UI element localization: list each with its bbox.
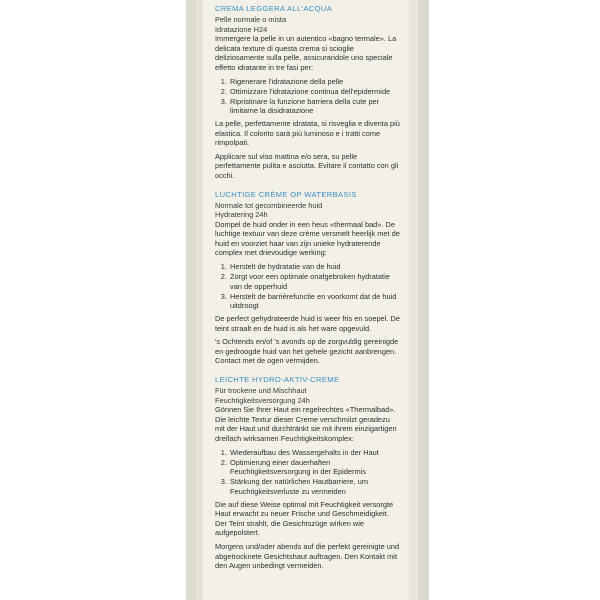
section-benefit-list <box>215 77 401 116</box>
section-benefit-list <box>215 448 401 497</box>
section-skin-type: Für trockene und Mischhaut <box>215 386 307 395</box>
section-skin-type: Normale tot gecombineerde huid <box>215 200 323 210</box>
section-after-list: Die auf diese Weise optimal mit Feuchtigkeit versorgte Haut erwacht zu neuer Frische und Geschmeidigkeit. Der Teint strahlt, die Gesichtszüge wirken wie aufgepolstert. <box>215 499 394 538</box>
section-skin-type: Pelle normale o mista <box>215 15 287 24</box>
list-item: 2. Ottimizzare l'idratazione continua dell'epidermide <box>229 87 401 97</box>
list-item: 2. Optimierung einer dauerhaften Feuchtigkeitsversorgung in der Epidermis <box>229 458 401 477</box>
section-heading: LEICHTE HYDRO-AKTIV-CREME <box>215 375 340 384</box>
list-item: 1. Wiederaufbau des Wassergehalts in der Haut <box>229 448 401 458</box>
section-intro: Dompel de huid onder in een heus «thermaal bad». De luchtige textuur van deze crème versmelt heerlijk met de huid en voorziet haar van zijn unieke hydraterende complex met drievoudige werking: <box>215 219 400 258</box>
section-usage: Applicare sul viso mattina e/o sera, su pelle perfettamente pulita e asciutta. Evitare il contatto con gli occhi. <box>215 151 399 180</box>
section-hydration-claim: Feuchtigkeitsversorgung 24h <box>215 395 310 405</box>
carton-edge-right <box>409 0 418 600</box>
list-item: 3. Ripristinare la funzione barriera della cute per limitarne la disidratazione <box>229 97 401 116</box>
section-usage: 's Ochtends en/of 's avonds op de zorgvuldig gereinigde en gedroogde huid van het gehele gezicht aanbrengen. Contact met de ogen vermijden. <box>215 337 399 366</box>
section-hydration-claim: Hydratering 24h <box>215 210 268 220</box>
section-hydration-claim: Idratazione H24 <box>215 24 268 34</box>
section-after-list: La pelle, perfettamente idratata, si risveglia e diventa più elastica. Il colorito sarà più luminoso e i tratti come rimpolpati. <box>215 118 400 148</box>
panel-text-content <box>215 4 401 596</box>
section-benefit-list <box>215 262 401 311</box>
section-intro: Immergere la pelle in un autentico «bagno termale». La delicata texture di questa crema si scioglie deliziosamente sulla pelle, assicurandole uno speciale effetto idratante in tre fasi per: <box>215 34 397 72</box>
list-item: 1. Herstelt de hydratatie van de huid <box>229 262 401 272</box>
list-item: 1. Rigenerare l'idratazione della pelle <box>229 77 401 87</box>
section-italian <box>215 4 401 181</box>
panel-shadow-left <box>186 0 196 600</box>
section-german <box>215 375 401 571</box>
section-usage: Morgens und/oder abends auf die perfekt gereinigte und abgetrocknete Gesichtshaut auftragen. Den Kontakt mit den Augen unbedingt vermeiden. <box>215 541 400 571</box>
panel-shadow-right <box>418 0 429 600</box>
section-heading: CREMA LEGGERA ALL'ACQUA <box>215 4 333 13</box>
section-intro: Gönnen Sie Ihrer Haut ein regelrechtes «Thermalbad». Die leichte Textur dieser Creme verschmilzt geradezu mit der Haut und durchtränkt sie mit ihrem einzigartigen dreifach wirksamen Feuchtigkeitskomplex: <box>215 405 397 443</box>
carton-edge-left <box>196 0 203 600</box>
list-item: 3. Herstelt de barrièrefunctie en voorkomt dat de huid uitdroogt <box>229 292 401 311</box>
section-heading: LUCHTIGE CRÈME OP WATERBASIS <box>215 189 357 199</box>
list-item: 3. Stärkung der natürlichen Hautbarriere, um Feuchtigkeitsverluste zu vermeiden <box>229 477 401 496</box>
section-after-list: De perfect gehydrateerde huid is weer fris en soepel. De teint straalt en de huid is als het ware opgevuld. <box>215 314 400 333</box>
section-dutch <box>215 190 401 367</box>
list-item: 2. Zorgt voor een optimale onafgebroken hydratatie van de opperhuid <box>229 272 401 291</box>
